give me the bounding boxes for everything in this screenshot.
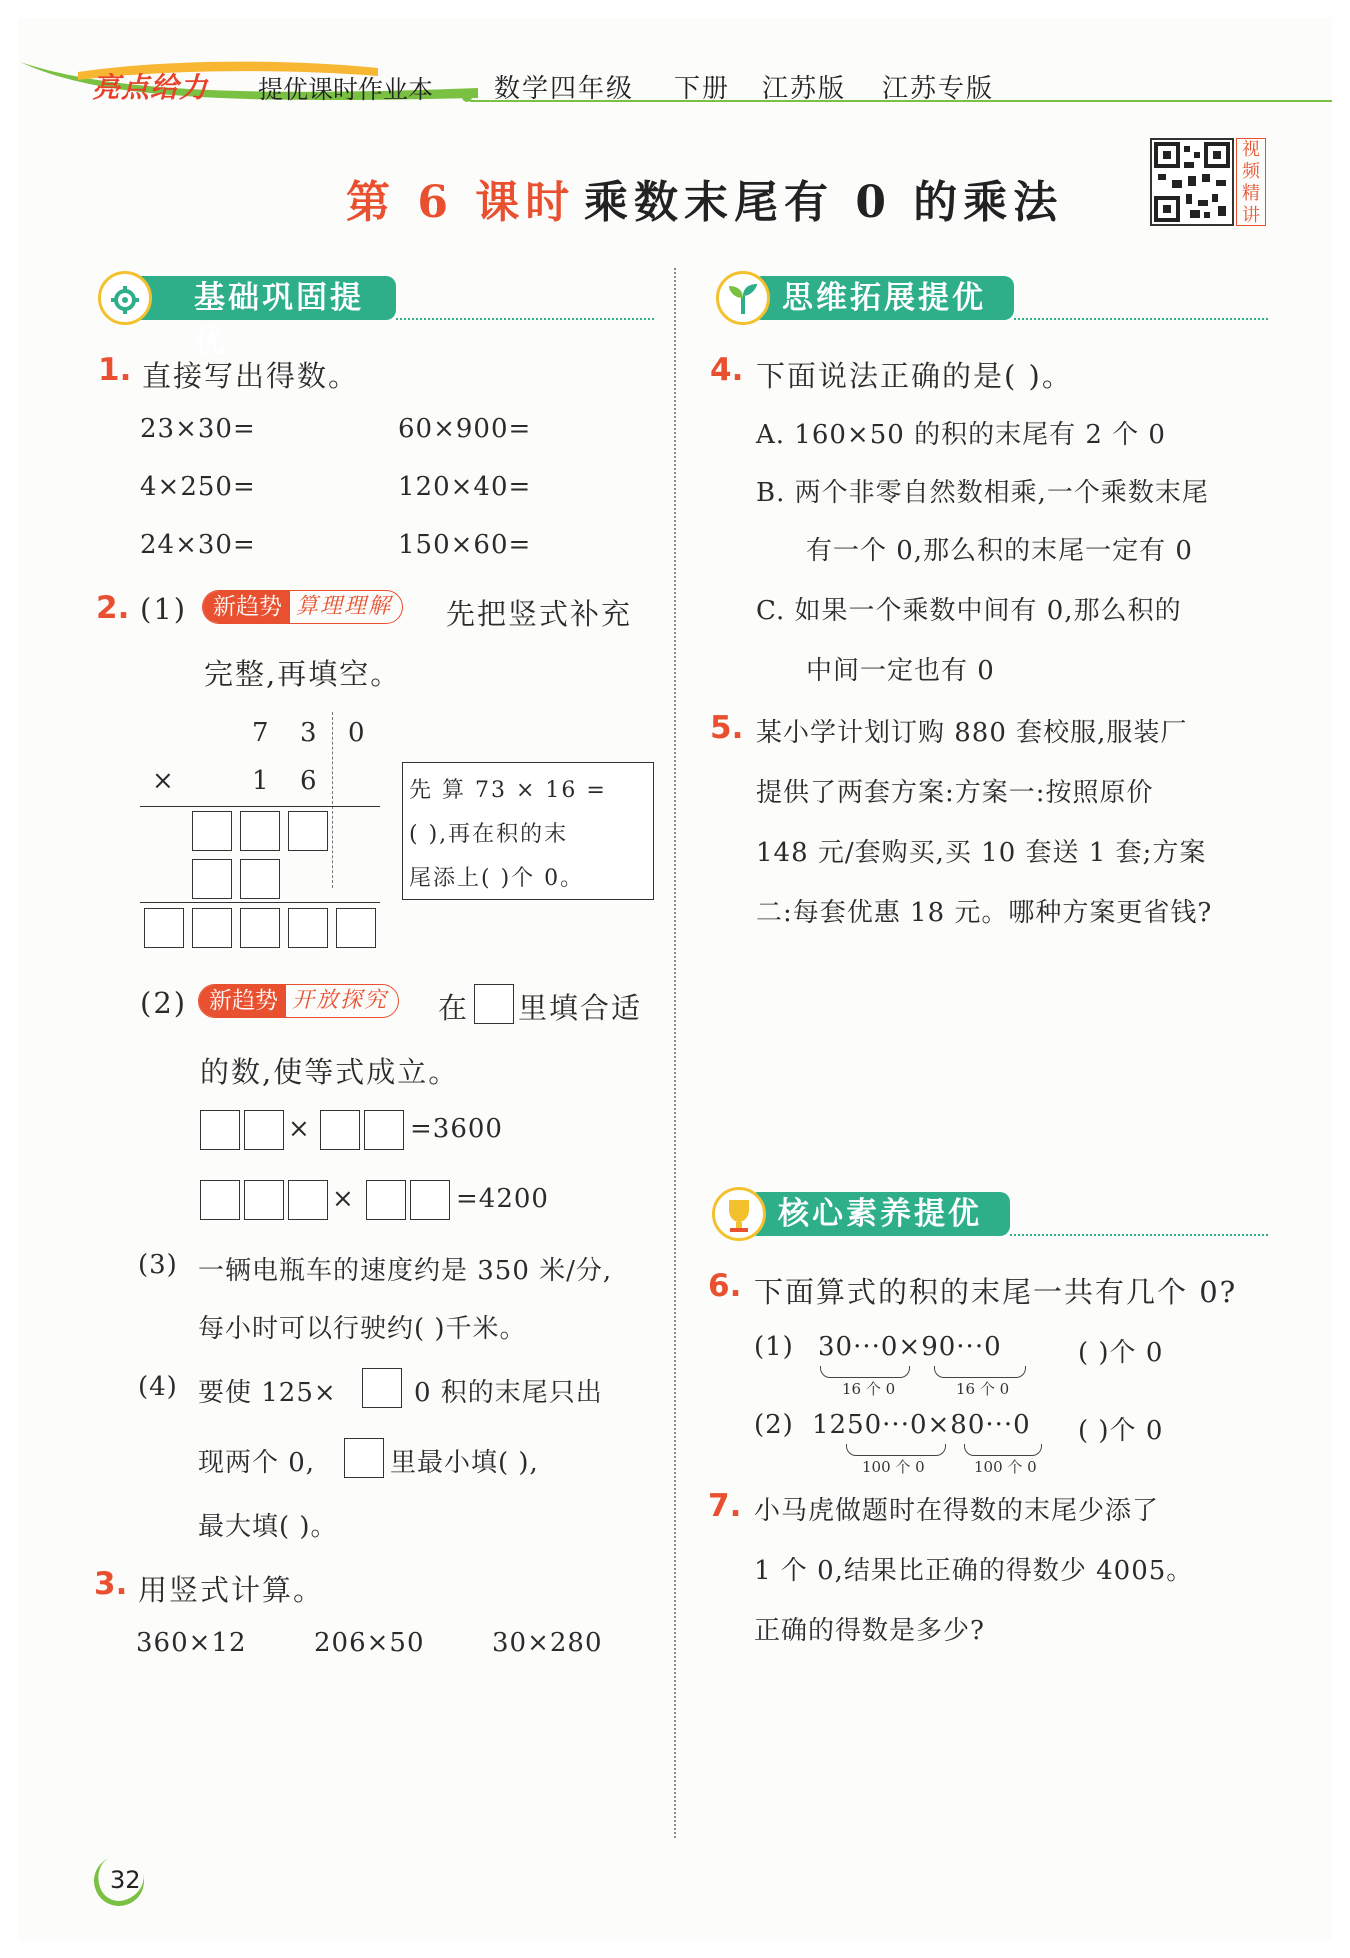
vertical-digit: 3 bbox=[300, 718, 318, 748]
hint-line: 先 算 73 × 16 = bbox=[409, 778, 607, 803]
q1-item: 120×40= bbox=[398, 472, 532, 502]
q4-option-c-cont: 中间一定也有 0 bbox=[806, 656, 995, 686]
q1-item: 60×900= bbox=[398, 414, 532, 444]
q7-line: 1 个 0,结果比正确的得数少 4005。 bbox=[754, 1556, 1194, 1586]
brace-label: 16 个 0 bbox=[842, 1380, 896, 1398]
equation-result: =4200 bbox=[456, 1184, 549, 1214]
q4-number: 4. bbox=[710, 352, 744, 388]
answer-box[interactable] bbox=[320, 1110, 360, 1150]
vertical-digit: 6 bbox=[300, 766, 318, 796]
underbrace bbox=[964, 1444, 1042, 1456]
answer-box[interactable] bbox=[288, 908, 328, 948]
answer-box[interactable] bbox=[366, 1180, 406, 1220]
q6-prompt: 下面算式的积的末尾一共有几个 0? bbox=[754, 1275, 1238, 1309]
q2-part4-text: 最大填( )。 bbox=[198, 1512, 338, 1542]
answer-box[interactable] bbox=[244, 1110, 284, 1150]
q1-item: 24×30= bbox=[140, 530, 256, 560]
answer-box[interactable] bbox=[192, 859, 232, 899]
q5-line: 某小学计划订购 880 套校服,服装厂 bbox=[756, 718, 1188, 748]
series-name: 提优课时作业本 bbox=[258, 75, 434, 104]
answer-box[interactable] bbox=[410, 1180, 450, 1220]
equation-result: =3600 bbox=[410, 1114, 503, 1144]
answer-box[interactable] bbox=[240, 908, 280, 948]
vertical-digit: 1 bbox=[252, 766, 270, 796]
q2-part2-text: 在 bbox=[438, 991, 470, 1025]
q1-item: 23×30= bbox=[140, 414, 256, 444]
q4-prompt: 下面说法正确的是( )。 bbox=[756, 359, 1073, 393]
q6-part1-expression: 30···0×90···0 bbox=[818, 1332, 1002, 1362]
section-heading-basic: 基础巩固提优 bbox=[130, 276, 396, 320]
lesson-number: 第 6 课时 bbox=[346, 177, 576, 228]
vertical-digit: 0 bbox=[348, 718, 366, 748]
q1-item: 4×250= bbox=[140, 472, 256, 502]
q2-part1-text-cont: 完整,再填空。 bbox=[204, 657, 402, 691]
q7-line: 小马虎做题时在得数的末尾少添了 bbox=[754, 1496, 1160, 1526]
hint-line: 尾添上( )个 0。 bbox=[409, 866, 585, 891]
q3-number: 3. bbox=[94, 1566, 128, 1602]
q5-line: 148 元/套购买,买 10 套送 1 套;方案 bbox=[756, 838, 1207, 868]
q6-part1-answer[interactable]: ( )个 0 bbox=[1078, 1338, 1164, 1368]
header-volume: 下册 bbox=[674, 74, 731, 104]
hint-box bbox=[402, 762, 654, 900]
q4-option-b-cont: 有一个 0,那么积的末尾一定有 0 bbox=[806, 536, 1193, 566]
header-edition: 江苏版 bbox=[762, 74, 847, 104]
brand-logo-text: 亮点给力 bbox=[92, 71, 209, 104]
hint-line: ( ),再在积的末 bbox=[409, 822, 569, 847]
q2-part4-label: (4) bbox=[138, 1372, 178, 1402]
answer-box[interactable] bbox=[288, 811, 328, 851]
header-dot-icon bbox=[462, 92, 472, 102]
answer-box[interactable] bbox=[144, 908, 184, 948]
multiply-sign: × bbox=[288, 1114, 311, 1144]
answer-box[interactable] bbox=[288, 1180, 328, 1220]
q2-part3-text: 一辆电瓶车的速度约是 350 米/分, bbox=[198, 1256, 613, 1286]
q1-prompt: 直接写出得数。 bbox=[142, 359, 360, 393]
multiply-sign: × bbox=[332, 1184, 355, 1214]
section-rule-thinking bbox=[1014, 318, 1268, 320]
answer-box[interactable] bbox=[240, 859, 280, 899]
underbrace bbox=[934, 1366, 1026, 1378]
column-divider bbox=[674, 268, 676, 1838]
answer-box[interactable] bbox=[362, 1368, 402, 1408]
badge-main: 新趋势 bbox=[203, 591, 290, 623]
q7-number: 7. bbox=[708, 1488, 742, 1524]
header-special-edition: 江苏专版 bbox=[882, 74, 995, 104]
answer-box[interactable] bbox=[192, 811, 232, 851]
q1-item: 150×60= bbox=[398, 530, 532, 560]
page-number: 32 bbox=[110, 1866, 141, 1894]
inline-box bbox=[474, 984, 514, 1024]
answer-box[interactable] bbox=[336, 908, 376, 948]
inline-box bbox=[344, 1438, 384, 1478]
answer-box[interactable] bbox=[240, 811, 280, 851]
q6-part2-answer[interactable]: ( )个 0 bbox=[1078, 1416, 1164, 1446]
q2-part1-text: 先把竖式补充 bbox=[446, 597, 633, 631]
q6-part2-label: (2) bbox=[754, 1410, 794, 1440]
q2-part3-label: (3) bbox=[138, 1250, 178, 1280]
brace-label: 16 个 0 bbox=[956, 1380, 1010, 1398]
q2-part2-text: 里填合适 bbox=[518, 991, 643, 1025]
brace-label: 100 个 0 bbox=[862, 1458, 925, 1476]
q5-line: 二:每套优惠 18 元。哪种方案更省钱? bbox=[756, 898, 1213, 928]
video-tag: 视频精讲 bbox=[1236, 138, 1266, 226]
sprout-icon bbox=[716, 271, 770, 325]
q7-line: 正确的得数是多少? bbox=[754, 1616, 985, 1646]
q1-number: 1. bbox=[98, 352, 132, 388]
q4-option-a: A. 160×50 的积的末尾有 2 个 0 bbox=[756, 420, 1166, 450]
q4-option-c: C. 如果一个乘数中间有 0,那么积的 bbox=[756, 596, 1182, 626]
vertical-dashed-line bbox=[332, 712, 333, 888]
q6-part1-label: (1) bbox=[754, 1332, 794, 1362]
trophy-icon bbox=[712, 1187, 766, 1241]
section-rule-basic bbox=[396, 318, 654, 320]
underbrace bbox=[820, 1366, 910, 1378]
q2-part4-text: 现两个 0, bbox=[198, 1448, 316, 1478]
trend-badge bbox=[198, 984, 399, 1018]
q2-number: 2. bbox=[96, 590, 130, 626]
q5-line: 提供了两套方案:方案一:按照原价 bbox=[756, 778, 1154, 808]
gear-icon bbox=[98, 271, 152, 325]
q5-number: 5. bbox=[710, 710, 744, 746]
q4-option-b: B. 两个非零自然数相乘,一个乘数末尾 bbox=[756, 478, 1209, 508]
trend-badge bbox=[202, 590, 403, 624]
q2-part4-text: 里最小填( ), bbox=[390, 1448, 539, 1478]
q2-part2-text-cont: 的数,使等式成立。 bbox=[200, 1055, 460, 1089]
q3-item: 206×50 bbox=[314, 1628, 425, 1658]
header-grade: 数学四年级 bbox=[494, 74, 635, 104]
vertical-rule-2 bbox=[140, 902, 380, 903]
badge-sub: 算理理解 bbox=[296, 594, 393, 619]
q2-part4-text: 要使 125× bbox=[198, 1378, 337, 1408]
underbrace bbox=[846, 1444, 946, 1456]
q6-part2-expression: 1250···0×80···0 bbox=[812, 1410, 1031, 1440]
section-rule-core bbox=[1010, 1234, 1268, 1236]
vertical-rule-1 bbox=[140, 806, 380, 807]
answer-box[interactable] bbox=[244, 1180, 284, 1220]
q3-prompt: 用竖式计算。 bbox=[138, 1573, 325, 1607]
answer-box[interactable] bbox=[200, 1180, 240, 1220]
brace-label: 100 个 0 bbox=[974, 1458, 1037, 1476]
answer-box[interactable] bbox=[200, 1110, 240, 1150]
q2-part1-label: (1) bbox=[140, 592, 188, 626]
q2-part4-text: 0 积的末尾只出 bbox=[414, 1378, 603, 1408]
q3-item: 30×280 bbox=[492, 1628, 603, 1658]
lesson-title: 乘数末尾有 0 的乘法 bbox=[584, 177, 1064, 228]
section-heading-thinking: 思维拓展提优 bbox=[752, 276, 1014, 320]
badge-sub: 开放探究 bbox=[292, 988, 389, 1013]
q3-item: 360×12 bbox=[136, 1628, 247, 1658]
section-heading-core: 核心素养提优 bbox=[748, 1192, 1010, 1236]
qr-code-icon[interactable] bbox=[1150, 138, 1234, 226]
q2-part2-label: (2) bbox=[140, 986, 188, 1020]
multiply-sign: × bbox=[152, 766, 175, 796]
answer-box[interactable] bbox=[364, 1110, 404, 1150]
badge-main: 新趋势 bbox=[199, 985, 286, 1017]
q6-number: 6. bbox=[708, 1268, 742, 1304]
q2-part3-text-cont: 每小时可以行驶约( )千米。 bbox=[198, 1314, 527, 1344]
vertical-digit: 7 bbox=[252, 718, 270, 748]
answer-box[interactable] bbox=[192, 908, 232, 948]
